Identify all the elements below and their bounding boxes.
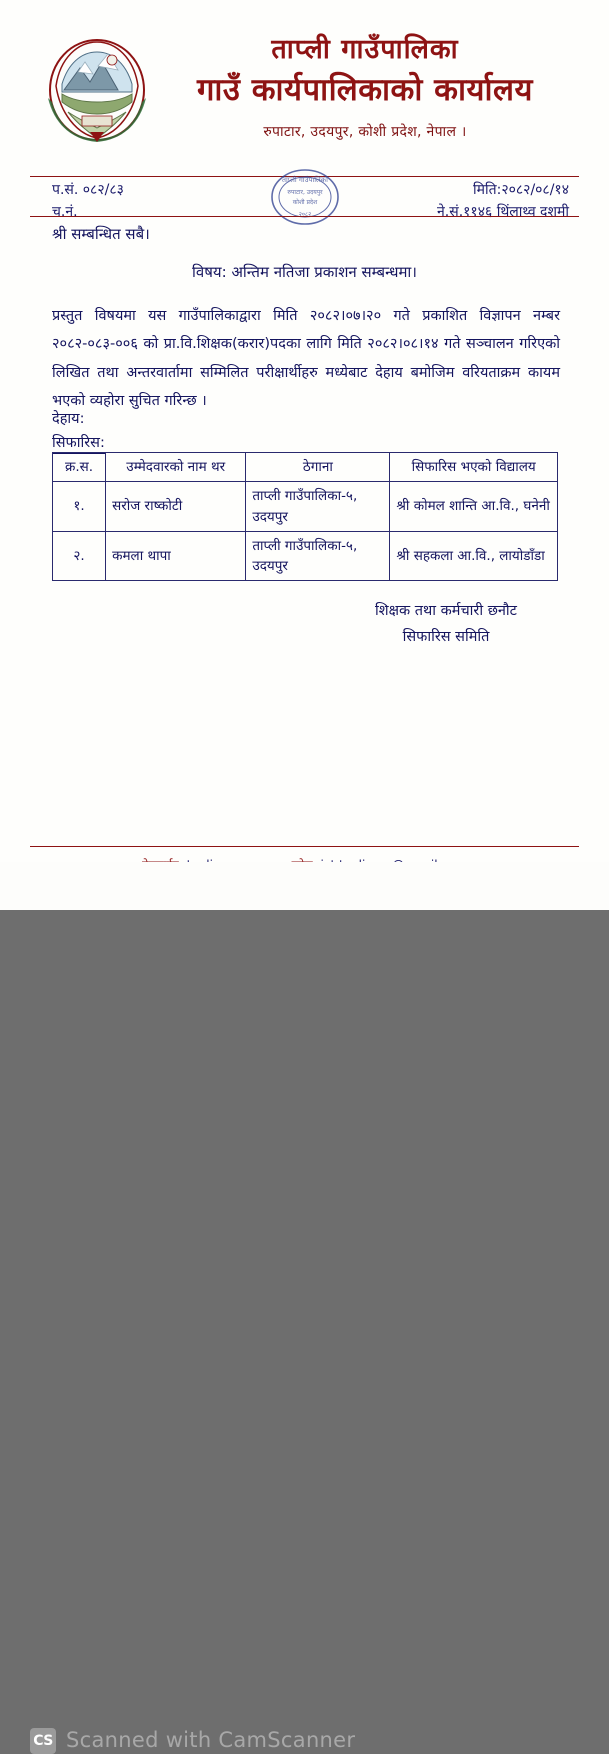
column-header-school: सिफारिस भएको विद्यालय — [390, 453, 558, 482]
svg-text:रुपाटार, उदयपुर: रुपाटार, उदयपुर — [287, 189, 323, 196]
signature-block — [331, 598, 561, 650]
cell-school: श्री सहकला आ.वि., लायोडाँडा — [390, 531, 558, 581]
cell-name: सरोज राष्कोटी — [106, 482, 246, 532]
subject-line — [0, 262, 609, 282]
nepal-government-emblem-icon — [38, 28, 156, 144]
table-header-row — [53, 453, 558, 482]
table-row — [53, 482, 558, 532]
svg-text:ताप्ली गाउँपालिका: ताप्ली गाउँपालिका — [282, 176, 328, 184]
footer-divider — [30, 846, 579, 847]
chalani-number: च.नं. — [52, 203, 78, 220]
patra-sankhya: प.सं. ०८२/८३ — [52, 182, 124, 198]
org-name-line2: गाउँ कार्यपालिकाको कार्यालय — [196, 72, 534, 109]
letterhead — [150, 34, 580, 141]
table-row — [53, 531, 558, 581]
dehaya-label: देहाय: — [52, 411, 85, 427]
subject-text: अन्तिम नतिजा प्रकाशन सम्बन्धमा। — [231, 263, 417, 281]
camscanner-watermark-text: Scanned with CamScanner — [66, 1728, 356, 1752]
cell-address: ताप्ली गाउँपालिका-५, उदयपुर — [246, 531, 390, 581]
addressee-line: श्री सम्बन्धित सबै। — [52, 225, 150, 243]
cell-sn: १. — [53, 482, 106, 532]
subject-label: विषय: — [192, 263, 227, 281]
svg-text:२०८२: २०८२ — [298, 211, 312, 218]
org-name-line1: ताप्ली गाउँपालिका — [271, 34, 459, 65]
office-seal-stamp — [268, 166, 342, 228]
column-header-sn: क्र.स. — [53, 453, 106, 482]
letter-body-paragraph: प्रस्तुत विषयमा यस गाउँपालिकाद्वारा मिति २०८२।०७।२० गते प्रकाशित विज्ञापन नम्बर २०८२-०८३-००६ को प्रा.वि.शिक्षक(करार)पदका लागि मिति २०८२।०८।१४ गते सञ्चालन गरिएको लिखित तथा अन्तरवार्तामा सम्मिलित परीक्षार्थीहरु मध्येबाट देहाय बमोजिम वरियताक्रम कायम भएको व्यहोरा सुचित गरिन्छ । — [52, 308, 560, 409]
column-header-address: ठेगाना — [246, 453, 390, 482]
nepal-sambat-date: ने.सं.११४६ थिंलाथ्व दशमी — [437, 203, 569, 220]
signature-line2: सिफारिस समिति — [402, 629, 490, 646]
sifaris-label: सिफारिस: — [52, 432, 105, 454]
svg-text:कोशी प्रदेश: कोशी प्रदेश — [292, 199, 318, 206]
cell-school: श्री कोमल शान्ति आ.वि., घनेनी — [390, 482, 558, 532]
scanner-watermark-bar — [0, 862, 609, 1752]
column-header-name: उम्मेदवारको नाम थर — [106, 453, 246, 482]
signature-line1: शिक्षक तथा कर्मचारी छनौट — [375, 603, 517, 619]
cell-address: ताप्ली गाउँपालिका-५, उदयपुर — [246, 482, 390, 532]
cell-name: कमला थापा — [106, 531, 246, 581]
recommendation-table — [52, 452, 558, 581]
letter-date: मिति:२०८२/०८/१४ — [473, 182, 569, 198]
org-address: रुपाटार, उदयपुर, कोशी प्रदेश, नेपाल । — [263, 124, 467, 141]
camscanner-logo-icon: CS — [30, 1728, 56, 1754]
cell-sn: २. — [53, 531, 106, 581]
header-divider-bottom — [30, 216, 579, 217]
